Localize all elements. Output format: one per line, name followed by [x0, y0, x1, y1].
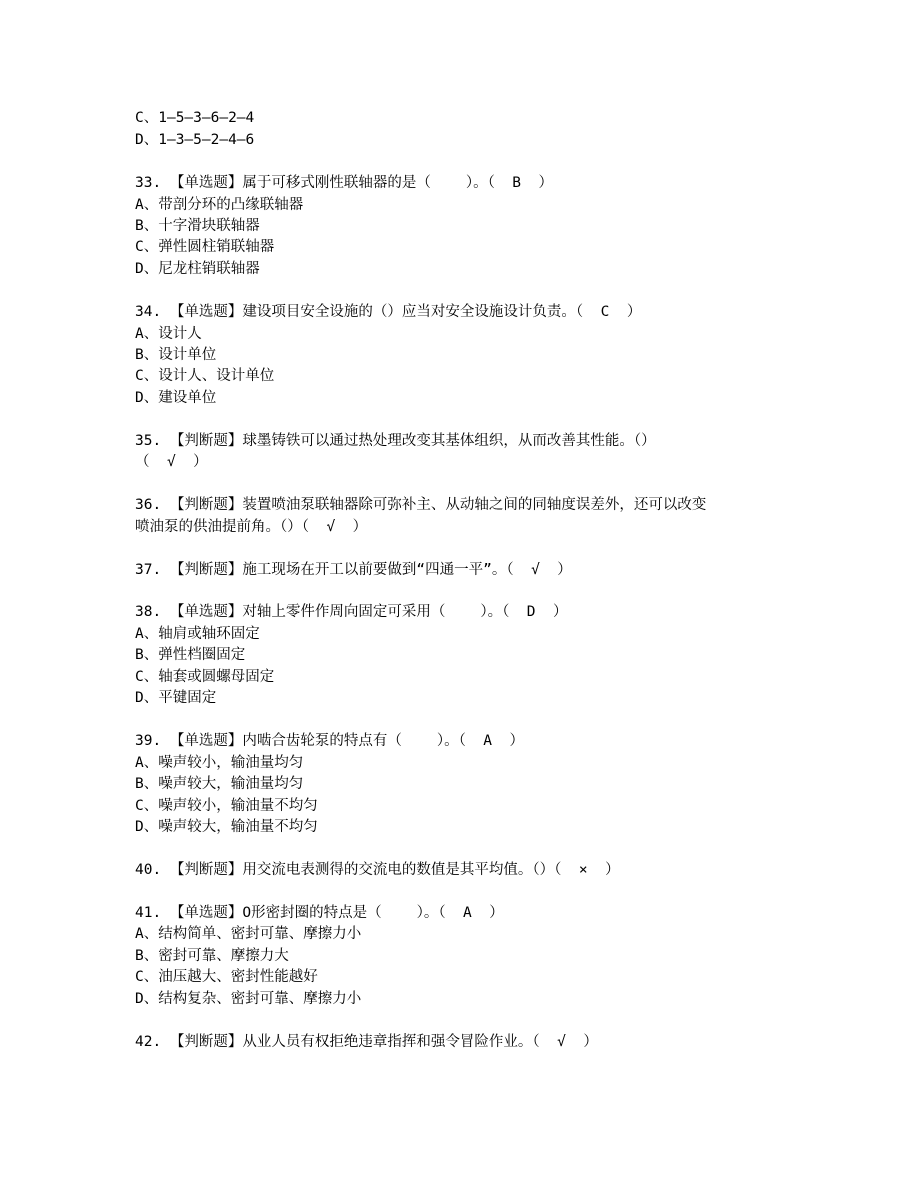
option-line: B、密封可靠、摩擦力大: [135, 948, 289, 964]
question-34: 34. 【单选题】建设项目安全设施的（）应当对安全设施设计负责。（ C ）: [135, 304, 642, 320]
option-line: C、弹性圆柱销联轴器: [135, 239, 275, 255]
option-line: A、设计人: [135, 326, 202, 342]
answer-line: （ √ ）: [135, 454, 208, 470]
option-line: D、建设单位: [135, 390, 217, 406]
question-37: 37. 【判断题】施工现场在开工以前要做到“四通一平”。（ √ ）: [135, 562, 572, 578]
question-35: 35. 【判断题】球墨铸铁可以通过热处理改变其基体组织，从而改善其性能。（）: [135, 433, 656, 449]
option-line: D、噪声较大，输油量不均匀: [135, 819, 318, 835]
option-line: A、结构简单、密封可靠、摩擦力小: [135, 926, 362, 942]
option-line: B、十字滑块联轴器: [135, 218, 260, 234]
question-33: 33. 【单选题】属于可移式刚性联轴器的是（ ）。（ B ）: [135, 175, 553, 191]
option-line: C、1—5—3—6—2—4: [135, 110, 255, 126]
option-line: A、轴肩或轴环固定: [135, 626, 260, 642]
option-line: A、噪声较小，输油量均匀: [135, 755, 304, 771]
question-38: 38. 【单选题】对轴上零件作周向固定可采用（ ）。（ D ）: [135, 604, 568, 620]
question-40: 40. 【判断题】用交流电表测得的交流电的数值是其平均值。（）（ × ）: [135, 862, 620, 878]
option-line: D、尼龙柱销联轴器: [135, 261, 260, 277]
question-36: 36. 【判断题】装置喷油泵联轴器除可弥补主、从动轴之间的同轴度误差外，还可以改变: [135, 497, 707, 513]
option-line: D、平键固定: [135, 690, 217, 706]
question-36-continued: 喷油泵的供油提前角。（）（ √ ）: [135, 519, 368, 535]
option-line: D、1—3—5—2—4—6: [135, 132, 255, 148]
option-line: C、油压越大、密封性能越好: [135, 969, 318, 985]
option-line: C、噪声较小，输油量不均匀: [135, 798, 318, 814]
question-41: 41. 【单选题】O形密封圈的特点是（ ）。（ A ）: [135, 905, 504, 921]
question-42: 42. 【判断题】从业人员有权拒绝违章指挥和强令冒险作业。（ √ ）: [135, 1034, 598, 1050]
option-line: A、带剖分环的凸缘联轴器: [135, 197, 304, 213]
option-line: D、结构复杂、密封可靠、摩擦力小: [135, 991, 362, 1007]
option-line: B、噪声较大，输油量均匀: [135, 776, 304, 792]
option-line: B、弹性档圈固定: [135, 647, 246, 663]
question-39: 39. 【单选题】内啮合齿轮泵的特点有（ ）。（ A ）: [135, 733, 524, 749]
option-line: B、设计单位: [135, 347, 217, 363]
option-line: C、设计人、设计单位: [135, 368, 275, 384]
option-line: C、轴套或圆螺母固定: [135, 669, 275, 685]
